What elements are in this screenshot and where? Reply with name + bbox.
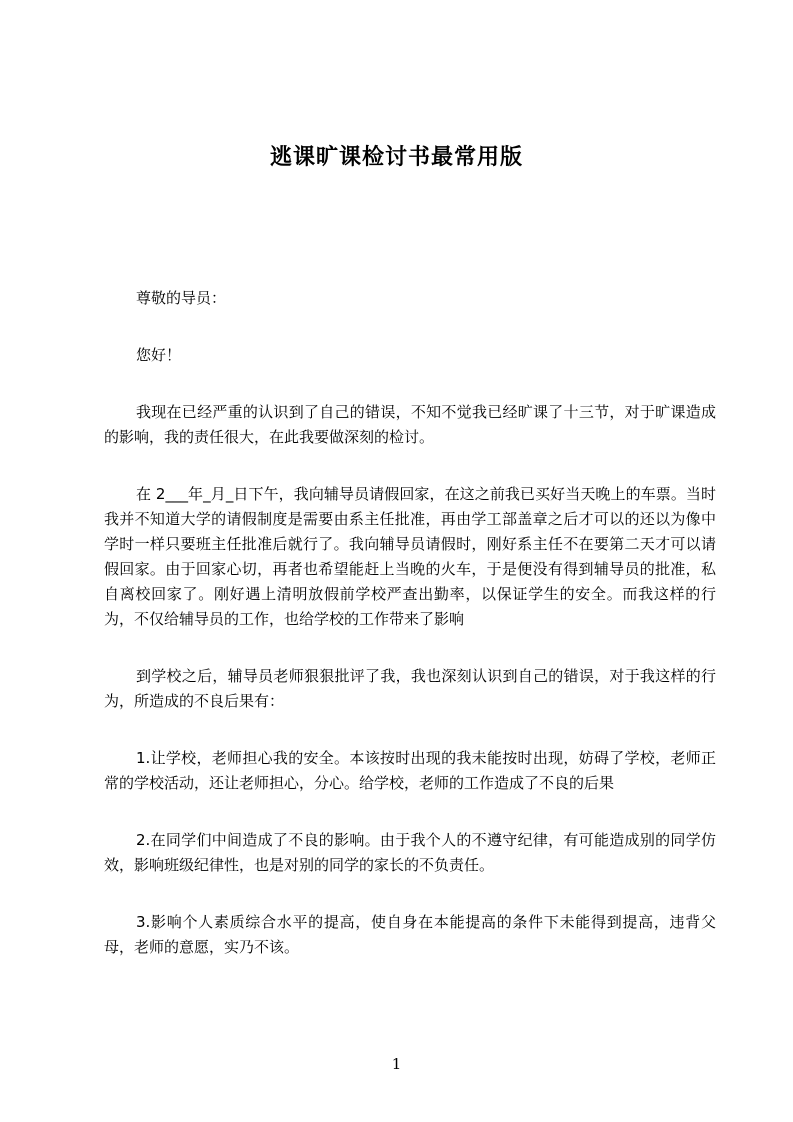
paragraph-intro: 我现在已经严重的认识到了自己的错误，不知不觉我已经旷课了十三节，对于旷课造成的影响，我的责任很大，在此我要做深刻的检讨。 (104, 403, 716, 446)
page-number: 1 (391, 1055, 402, 1073)
paragraph-consequence-1: 1.让学校，老师担心我的安全。本该按时出现的我未能按时出现，妨碍了学校，老师正常的学校活动，还让老师担心，分心。给学校，老师的工作造成了不良的后果 (104, 749, 716, 792)
paragraph-consequences-intro: 到学校之后，辅导员老师狠狠批评了我，我也深刻认识到自己的错误，对于我这样的行为，所造成的不良后果有： (104, 667, 716, 710)
document-title: 逃课旷课检讨书最常用版 (269, 145, 523, 170)
paragraph-background: 在 2___年_月_日下午，我向辅导员请假回家，在这之前我已买好当天晚上的车票。当时我并不知道大学的请假制度是需要由系主任批准，再由学工部盖章之后才可以的还以为像中学时一样只要班主任批准后就行了。我向辅导员请假时，刚好系主任不在要第二天才可以请假回家。由于回家心切，再者也希望能赶上当晚的火车，于是便没有得到辅导员的批准，私自离校回家了。刚好遇上清明放假前学校严查出勤率，以保证学生的安全。而我这样的行为，不仅给辅导员的工作，也给学校的工作带来了影响 (104, 485, 716, 628)
document-body (104, 286, 716, 992)
paragraph-consequence-2: 2.在同学们中间造成了不良的影响。由于我个人的不遵守纪律，有可能造成别的同学仿效，影响班级纪律性，也是对别的同学的家长的不负责任。 (104, 831, 716, 874)
paragraph-consequence-3: 3.影响个人素质综合水平的提高，使自身在本能提高的条件下未能得到提高，违背父母，老师的意愿，实乃不该。 (104, 913, 716, 956)
salutation: 尊敬的导员： (136, 289, 227, 307)
greeting: 您好！ (136, 346, 182, 364)
